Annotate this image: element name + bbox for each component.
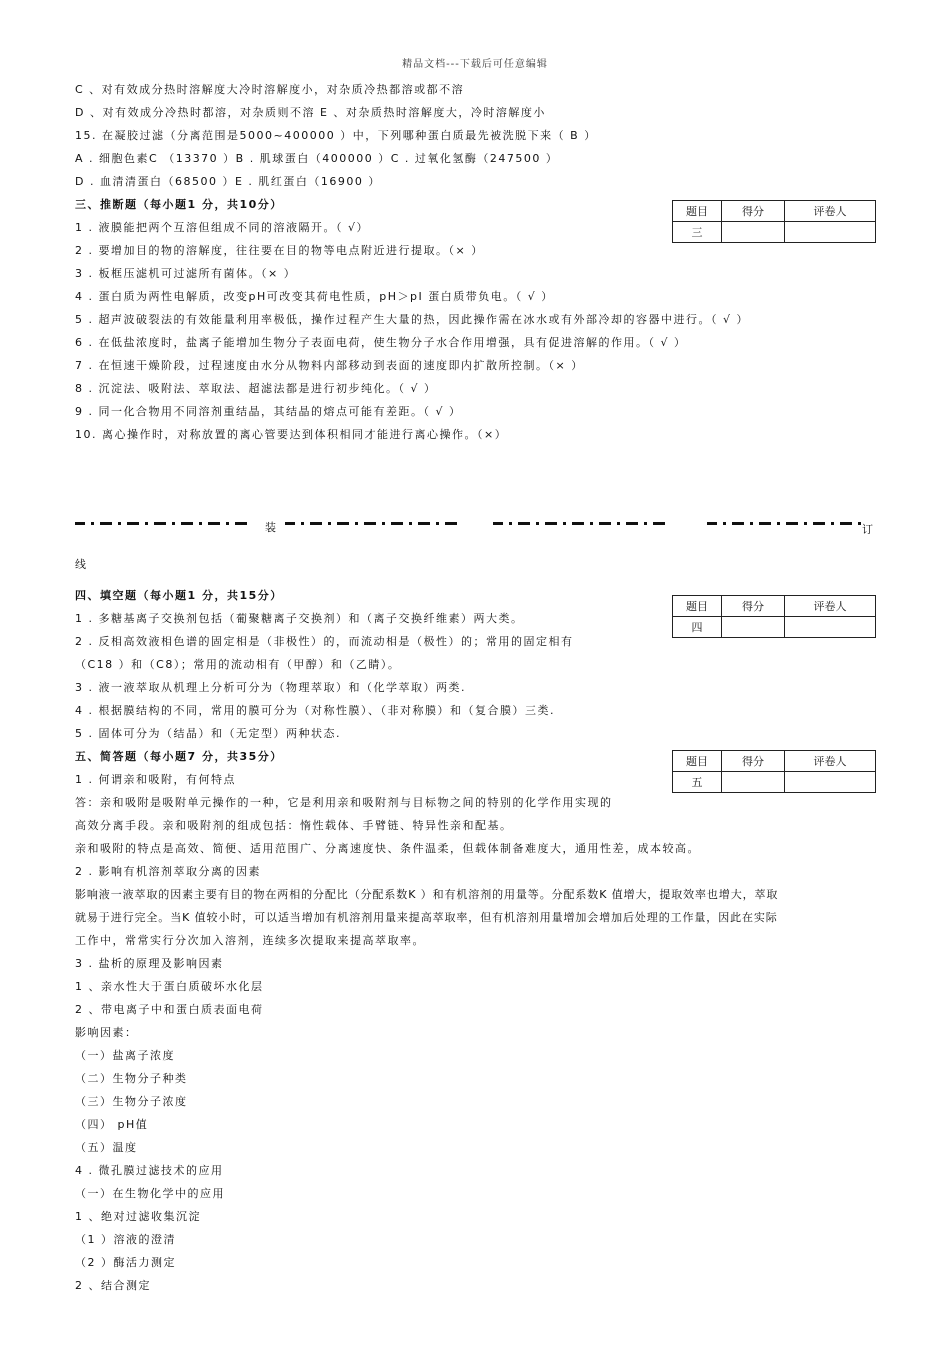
s5-line-16: （四） pH值 [75,1118,149,1131]
s5-line-1: 1 . 何谓亲和吸附，有何特点 [75,773,236,786]
section3-title: 三、推断题（每小题1 分，共10分） [75,198,283,211]
s5-line-13: （一）盐离子浓度 [75,1049,175,1062]
score-header-item: 题目 [673,596,722,617]
cut-label-ding: 订 [862,523,873,536]
s4-item-4: 4 . 根据膜结构的不同，常用的膜可分为（对称性膜）、（非对称膜）和（复合膜）三类. [75,704,555,717]
s5-line-9: 3 . 盐析的原理及影响因素 [75,957,224,970]
s3-item-7: 7 . 在恒速干燥阶段，过程速度由水分从物料内部移动到表面的速度即内扩散所控制。（× ） [75,359,584,372]
question-15-options-de: D . 血清清蛋白（68500 ）E . 肌红蛋白（16900 ） [75,175,381,188]
s5-line-5: 2 . 影响有机溶剂萃取分离的因素 [75,865,261,878]
s4-item-3: 3 . 液一液萃取从机理上分析可分为（物理萃取）和（化学萃取）两类. [75,681,466,694]
s3-item-10: 10. 离心操作时，对称放置的离心管要达到体积相同才能进行离心操作。（×） [75,428,508,441]
section4-score-table [672,595,876,638]
question-15-options-abc: A . 细胞色素C （13370 ）B . 肌球蛋白（400000 ）C . 过氧化氢酶（247500 ） [75,152,559,165]
section5-score-table [672,750,876,793]
score-header-item: 题目 [673,751,722,772]
s5-line-4: 亲和吸附的特点是高效、简便、适用范围广、分离速度快、条件温柔，但载体制备难度大，通用性差，成本较高。 [75,842,700,855]
s5-line-23: 2 、结合测定 [75,1279,151,1292]
cut-label-xian: 线 [75,558,88,571]
option-c: C 、对有效成分热时溶解度大冷时溶解度小，对杂质冷热都溶或都不溶 [75,83,465,96]
grader-cell[interactable] [785,772,876,793]
s5-line-21: （1 ）溶液的澄清 [75,1233,176,1246]
grader-cell[interactable] [785,617,876,638]
page-header: 精品文档---下载后可任意编辑 [402,59,548,70]
s4-item-1: 1 . 多糖基离子交换剂包括（葡聚糖离子交换剂）和（离子交换纤维素）两大类。 [75,612,524,625]
score-header-grader: 评卷人 [785,596,876,617]
s5-line-18: 4 . 微孔膜过滤技术的应用 [75,1164,224,1177]
question-15: 15. 在凝胶过滤（分离范围是5000~400000 ）中，下列哪种蛋白质最先被洗脱下来（ B ） [75,129,597,142]
score-item-label: 三 [673,222,722,243]
s5-line-12: 影响因素： [75,1026,138,1039]
s5-line-3: 高效分离手段。亲和吸附剂的组成包括：惰性载体、手臂链、特异性亲和配基。 [75,819,513,832]
s5-line-14: （二）生物分子种类 [75,1072,188,1085]
s3-item-6: 6 . 在低盐浓度时，盐离子能增加生物分子表面电荷，使生物分子水合作用增强，具有促进溶解的作用。（ √ ） [75,336,687,349]
s3-item-4: 4 . 蛋白质为两性电解质，改变pH可改变其荷电性质，pH＞pI 蛋白质带负电。（ √ ） [75,290,554,303]
score-header-grader: 评卷人 [785,201,876,222]
s5-line-8: 工作中，常常实行分次加入溶剂，连续多次提取来提高萃取率。 [75,934,425,947]
s4-item-5: 5 . 固体可分为（结晶）和（无定型）两种状态. [75,727,341,740]
score-cell[interactable] [722,617,785,638]
score-header-score: 得分 [722,751,785,772]
s5-line-22: （2 ）酶活力测定 [75,1256,176,1269]
cut-line [75,522,875,525]
s3-item-2: 2 . 要增加目的物的溶解度，往往要在目的物等电点附近进行提取。（× ） [75,244,484,257]
s5-line-20: 1 、绝对过滤收集沉淀 [75,1210,201,1223]
score-header-grader: 评卷人 [785,751,876,772]
s5-line-19: （一）在生物化学中的应用 [75,1187,225,1200]
s5-line-15: （三）生物分子浓度 [75,1095,188,1108]
score-item-label: 四 [673,617,722,638]
s4-item-2: 2 . 反相高效液相色谱的固定相是（非极性）的，而流动相是（极性）的；常用的固定相有 [75,635,574,648]
score-header-score: 得分 [722,596,785,617]
score-header-score: 得分 [722,201,785,222]
cut-label-zhuang: 装 [265,521,276,534]
s5-line-7: 就易于进行完全。当K 值较小时，可以适当增加有机溶剂用量来提高萃取率，但有机溶剂用量增加会增加后处理的工作量，因此在实际 [75,911,778,924]
s5-line-2: 答：亲和吸附是吸附单元操作的一种，它是利用亲和吸附剂与目标物之间的特别的化学作用实现的 [75,796,613,809]
s3-item-5: 5 . 超声波破裂法的有效能量利用率极低，操作过程产生大量的热，因此操作需在冰水或有外部冷却的容器中进行。（ √ ） [75,313,749,326]
s5-line-17: （五）温度 [75,1141,138,1154]
score-cell[interactable] [722,222,785,243]
score-item-label: 五 [673,772,722,793]
section5-title: 五、简答题（每小题7 分，共35分） [75,750,283,763]
score-cell[interactable] [722,772,785,793]
grader-cell[interactable] [785,222,876,243]
s5-line-6: 影响液一液萃取的因素主要有目的物在两相的分配比（分配系数K ）和有机溶剂的用量等。分配系数K 值增大，提取效率也增大，萃取 [75,888,779,901]
s3-item-3: 3 . 板框压滤机可过滤所有菌体。（× ） [75,267,297,280]
s3-item-1: 1 . 液膜能把两个互溶但组成不同的溶液隔开。（ √） [75,221,369,234]
s4-item-2-cont: （C18 ）和（C8）；常用的流动相有（甲醇）和（乙睛）。 [75,658,401,671]
section4-title: 四、填空题（每小题1 分，共15分） [75,589,283,602]
s5-line-10: 1 、亲水性大于蛋白质破坏水化层 [75,980,264,993]
option-d-e: D 、对有效成分冷热时都溶，对杂质则不溶 E 、对杂质热时溶解度大，冷时溶解度小 [75,106,546,119]
s3-item-9: 9 . 同一化合物用不同溶剂重结晶，其结晶的熔点可能有差距。（ √ ） [75,405,462,418]
s5-line-11: 2 、带电离子中和蛋白质表面电荷 [75,1003,264,1016]
s3-item-8: 8 . 沉淀法、吸附法、萃取法、超滤法都是进行初步纯化。（ √ ） [75,382,437,395]
score-header-item: 题目 [673,201,722,222]
section3-score-table [672,200,876,243]
